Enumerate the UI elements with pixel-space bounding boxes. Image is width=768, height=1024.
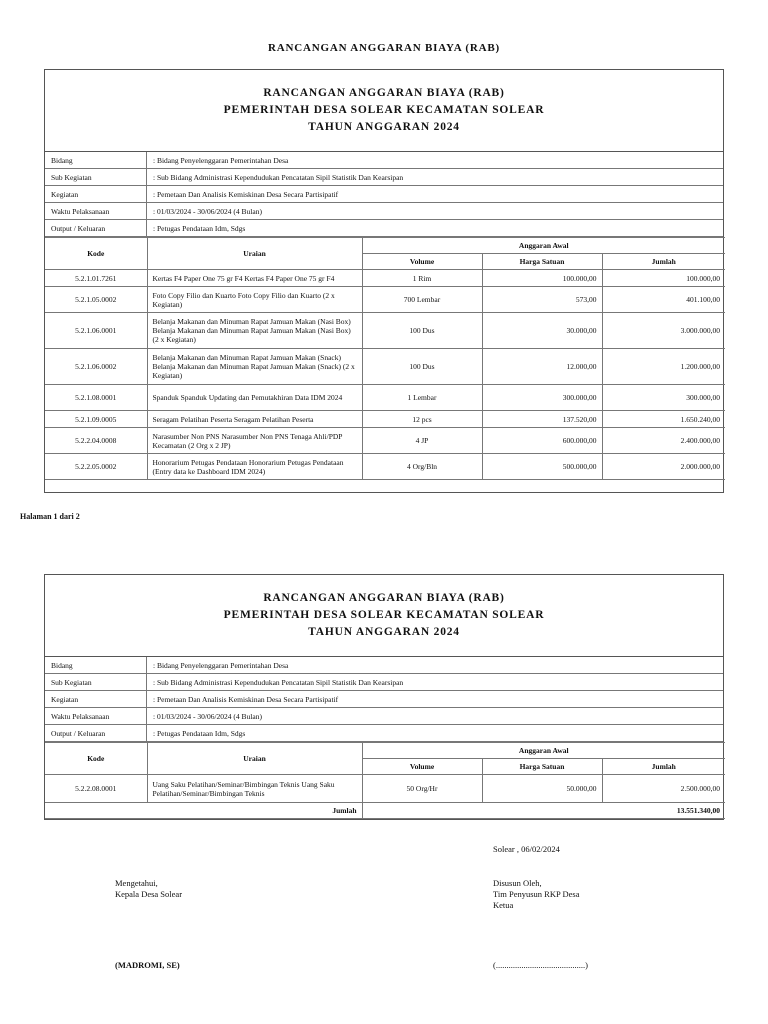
cell-harga: 500.000,00 (482, 454, 602, 480)
info-value: : Petugas Pendataan Idm, Sdgs (153, 223, 246, 233)
cell-volume: 100 Dus (362, 349, 482, 385)
cell-kode: 5.2.2.04.0008 (45, 428, 147, 454)
cell-jumlah: 1.650.240,00 (602, 411, 725, 428)
col-header-harga: Harga Satuan (482, 254, 602, 270)
preparer-role: Ketua (493, 900, 514, 910)
info-row-sub-kegiatan (45, 674, 723, 691)
cell-jumlah: 401.100,00 (602, 287, 725, 313)
info-value: : Bidang Penyelenggaran Pemerintahan Desa (153, 155, 289, 165)
page-number: Halaman 1 dari 2 (20, 512, 80, 521)
header-fiscal-year: TAHUN ANGGARAN 2024 (308, 626, 460, 638)
cell-jumlah: 2.400.000,00 (602, 428, 725, 454)
info-row-sub-kegiatan (45, 169, 723, 186)
cell-harga: 137.520,00 (482, 411, 602, 428)
cell-harga: 100.000,00 (482, 270, 602, 287)
info-value: : 01/03/2024 - 30/06/2024 (4 Bulan) (153, 711, 262, 721)
total-row (45, 803, 725, 819)
info-label: Waktu Pelaksanaan (45, 708, 147, 724)
place-date: Solear , 06/02/2024 (493, 844, 560, 854)
cell-uraian: Kertas F4 Paper One 75 gr F4 Kertas F4 Paper One 75 gr F4 (147, 270, 362, 287)
info-label: Kegiatan (45, 186, 147, 202)
info-row-waktu (45, 203, 723, 220)
preparer-block (493, 878, 580, 911)
col-header-jumlah: Jumlah (602, 759, 725, 775)
cell-kode: 5.2.1.08.0001 (45, 385, 147, 411)
cell-jumlah: 300.000,00 (602, 385, 725, 411)
col-header-anggaran: Anggaran Awal (362, 238, 725, 254)
info-label: Sub Kegiatan (45, 169, 147, 185)
cell-volume: 4 JP (362, 428, 482, 454)
table-row (45, 270, 725, 287)
cell-uraian: Honorarium Petugas Pendataan Honorarium Petugas Pendataan (Entry data ke Dashboard IDM 2024) (147, 454, 362, 480)
cell-harga: 300.000,00 (482, 385, 602, 411)
cell-harga: 573,00 (482, 287, 602, 313)
cell-jumlah: 2.500.000,00 (602, 775, 725, 803)
cell-uraian: Belanja Makanan dan Minuman Rapat Jamuan Makan (Nasi Box) Belanja Makanan dan Minuman Rapat Jamuan Makan (Nasi Box) (2 x Kegiatan) (147, 313, 362, 349)
cell-uraian: Seragam Pelatihan Peserta Seragam Pelatihan Peserta (147, 411, 362, 428)
cell-uraian: Uang Saku Pelatihan/Seminar/Bimbingan Teknis Uang Saku Pelatihan/Seminar/Bimbingan Teknis (147, 775, 362, 803)
col-header-uraian: Uraian (147, 743, 362, 775)
info-label: Output / Keluaran (45, 220, 147, 236)
col-header-volume: Volume (362, 759, 482, 775)
sheet-header (45, 70, 723, 152)
cell-jumlah: 1.200.000,00 (602, 349, 725, 385)
preparer-name: (..........................................) (493, 960, 588, 970)
cell-volume: 1 Rim (362, 270, 482, 287)
table-row (45, 349, 725, 385)
info-row-output (45, 725, 723, 742)
col-header-anggaran: Anggaran Awal (362, 743, 725, 759)
header-title: RANCANGAN ANGGARAN BIAYA (RAB) (263, 592, 505, 604)
info-row-kegiatan (45, 186, 723, 203)
info-value: : Sub Bidang Administrasi Kependudukan Pencatatan Sipil Statistik Dan Kearsipan (153, 677, 404, 687)
cell-volume: 4 Org/Bln (362, 454, 482, 480)
info-row-waktu (45, 708, 723, 725)
cell-harga: 30.000,00 (482, 313, 602, 349)
cell-volume: 50 Org/Hr (362, 775, 482, 803)
table-row (45, 287, 725, 313)
budget-table (45, 742, 725, 819)
col-header-uraian: Uraian (147, 238, 362, 270)
info-row-kegiatan (45, 691, 723, 708)
approver-name: (MADROMI, SE) (115, 960, 180, 970)
cell-kode: 5.2.1.09.0005 (45, 411, 147, 428)
preparer-line1: Disusun Oleh, (493, 878, 542, 888)
cell-harga: 600.000,00 (482, 428, 602, 454)
cell-kode: 5.2.1.05.0002 (45, 287, 147, 313)
col-header-harga: Harga Satuan (482, 759, 602, 775)
table-row (45, 775, 725, 803)
approver-block (115, 878, 182, 900)
info-label: Bidang (45, 657, 147, 673)
info-value: : 01/03/2024 - 30/06/2024 (4 Bulan) (153, 206, 262, 216)
info-label: Sub Kegiatan (45, 674, 147, 690)
rab-sheet-page-1 (44, 69, 724, 493)
info-value: : Bidang Penyelenggaran Pemerintahan Desa (153, 660, 289, 670)
rab-sheet-page-2 (44, 574, 724, 820)
header-fiscal-year: TAHUN ANGGARAN 2024 (308, 121, 460, 133)
info-label: Waktu Pelaksanaan (45, 203, 147, 219)
cell-uraian: Belanja Makanan dan Minuman Rapat Jamuan Makan (Snack) Belanja Makanan dan Minuman Rapat Jamuan Makan (Snack) (2 x Kegiatan) (147, 349, 362, 385)
cell-kode: 5.2.1.01.7261 (45, 270, 147, 287)
info-label: Bidang (45, 152, 147, 168)
info-value: : Sub Bidang Administrasi Kependudukan Pencatatan Sipil Statistik Dan Kearsipan (153, 172, 404, 182)
sheet-header (45, 575, 723, 657)
cell-volume: 700 Lembar (362, 287, 482, 313)
budget-table (45, 237, 725, 480)
header-title: RANCANGAN ANGGARAN BIAYA (RAB) (263, 87, 505, 99)
cell-harga: 50.000,00 (482, 775, 602, 803)
cell-kode: 5.2.2.08.0001 (45, 775, 147, 803)
table-row (45, 385, 725, 411)
cell-kode: 5.2.1.06.0002 (45, 349, 147, 385)
info-row-bidang (45, 657, 723, 674)
col-header-volume: Volume (362, 254, 482, 270)
info-value: : Pemetaan Dan Analisis Kemiskinan Desa Secara Partisipatif (153, 694, 339, 704)
preparer-team: Tim Penyusun RKP Desa (493, 889, 580, 899)
cell-harga: 12.000,00 (482, 349, 602, 385)
cell-volume: 100 Dus (362, 313, 482, 349)
cell-volume: 1 Lembar (362, 385, 482, 411)
cell-volume: 12 pcs (362, 411, 482, 428)
info-label: Kegiatan (45, 691, 147, 707)
header-government: PEMERINTAH DESA SOLEAR KECAMATAN SOLEAR (223, 609, 545, 621)
cell-jumlah: 100.000,00 (602, 270, 725, 287)
total-value: 13.551.340,00 (362, 803, 725, 819)
table-row (45, 313, 725, 349)
table-row (45, 411, 725, 428)
cell-kode: 5.2.2.05.0002 (45, 454, 147, 480)
cell-uraian: Foto Copy Filio dan Kuarto Foto Copy Filio dan Kuarto (2 x Kegiatan) (147, 287, 362, 313)
approver-title: Kepala Desa Solear (115, 889, 183, 899)
cell-kode: 5.2.1.06.0001 (45, 313, 147, 349)
header-government: PEMERINTAH DESA SOLEAR KECAMATAN SOLEAR (223, 104, 545, 116)
cell-jumlah: 3.000.000,00 (602, 313, 725, 349)
info-value: : Petugas Pendataan Idm, Sdgs (153, 728, 246, 738)
approver-line1: Mengetahui, (115, 878, 158, 888)
info-label: Output / Keluaran (45, 725, 147, 741)
cell-jumlah: 2.000.000,00 (602, 454, 725, 480)
document-title: RANCANGAN ANGGARAN BIAYA (RAB) (268, 42, 500, 54)
total-label: Jumlah (45, 803, 362, 819)
col-header-kode: Kode (45, 743, 147, 775)
table-row (45, 454, 725, 480)
cell-uraian: Narasumber Non PNS Narasumber Non PNS Tenaga Ahli/PDP Kecamatan (2 Org x 2 JP) (147, 428, 362, 454)
col-header-kode: Kode (45, 238, 147, 270)
info-value: : Pemetaan Dan Analisis Kemiskinan Desa Secara Partisipatif (153, 189, 339, 199)
table-row (45, 428, 725, 454)
col-header-jumlah: Jumlah (602, 254, 725, 270)
info-row-output (45, 220, 723, 237)
info-row-bidang (45, 152, 723, 169)
cell-uraian: Spanduk Spanduk Updating dan Pemutakhiran Data IDM 2024 (147, 385, 362, 411)
